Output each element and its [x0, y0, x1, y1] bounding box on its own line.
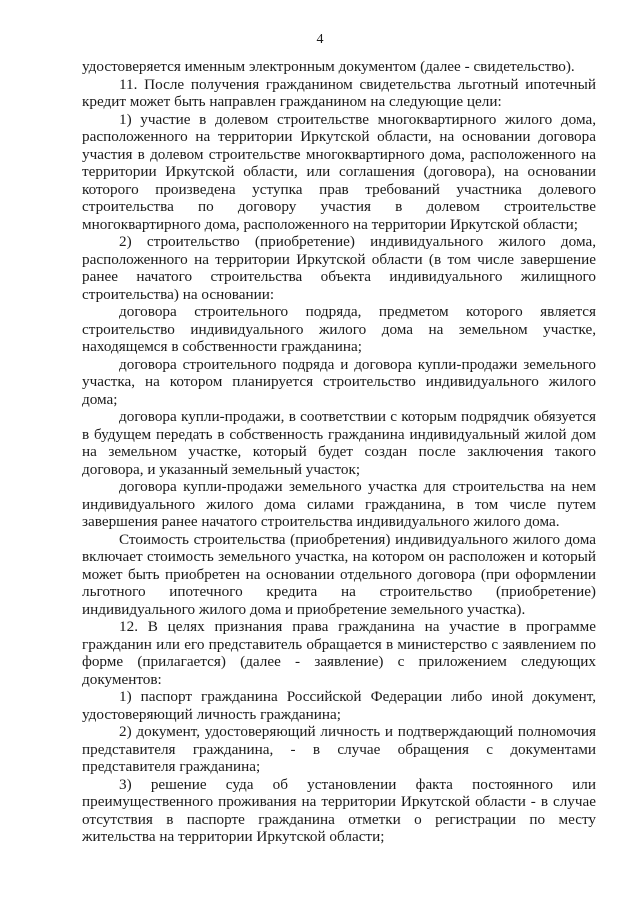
- paragraph-contract-1: договора строительного подряда, предметом которого является строительство индивидуального жилого дома на земельном участке, находящемся в собственности гражданина;: [82, 303, 596, 355]
- paragraph-doc-3: 3) решение суда об установлении факта постоянного или преимущественного проживания на территории Иркутской области - в случае отсутствия в паспорте гражданина отметки о регистрации по месту жительства на территории Иркутской области;: [82, 775, 596, 845]
- paragraph-item-11: 11. После получения гражданином свидетельства льготный ипотечный кредит может быть направлен гражданином на следующие цели:: [82, 75, 596, 110]
- paragraph-subitem-1: 1) участие в долевом строительстве многоквартирного жилого дома, расположенного на территории Иркутской области, на основании договора участия в долевом строительстве многоквартирного дома, расположенного на территории Иркутской области, или соглашения (договора), на основании которого произведена уступка прав требований участника долевого строительства по договору участия в долевом строительстве многоквартирного дома, расположенного на территории Иркутской области;: [82, 110, 596, 233]
- paragraph-doc-1: 1) паспорт гражданина Российской Федерации либо иной документ, удостоверяющий личность гражданина;: [82, 688, 596, 723]
- paragraph-item-12: 12. В целях признания права гражданина на участие в программе гражданин или его представитель обращается в министерство с заявлением по форме (прилагается) (далее - заявление) с приложением следующих документов:: [82, 618, 596, 688]
- paragraph-continuation: удостоверяется именным электронным документом (далее - свидетельство).: [82, 58, 575, 75]
- paragraph-cost: Стоимость строительства (приобретения) индивидуального жилого дома включает стоимость земельного участка, на котором он расположен и который может быть приобретен на основании отдельного договора (при оформлении льготного ипотечного кредита на строительство (приобретение) индивидуального жилого дома и приобретение земельного участка).: [82, 530, 596, 618]
- paragraph-contract-4: договора купли-продажи земельного участка для строительства на нем индивидуального жилого дома силами гражданина, в том числе путем завершения ранее начатого строительства индивидуального жилого дома.: [82, 478, 596, 530]
- document-body: [82, 58, 596, 846]
- paragraph-contract-2: договора строительного подряда и договора купли-продажи земельного участка, на котором планируется строительство индивидуального жилого дома;: [82, 355, 596, 408]
- paragraph-contract-3: договора купли-продажи, в соответствии с которым подрядчик обязуется в будущем передать в собственность гражданина индивидуальный жилой дом на земельном участке, который будет создан после заключения такого договора, и указанный земельный участок;: [82, 408, 596, 478]
- paragraph-doc-2: 2) документ, удостоверяющий личность и подтверждающий полномочия представителя гражданина, - в случае обращения с документами представителя гражданина;: [82, 723, 596, 775]
- page-number: 4: [316, 32, 324, 47]
- paragraph-subitem-2: 2) строительство (приобретение) индивидуального жилого дома, расположенного на территории Иркутской области (в том числе завершение ранее начатого строительства объекта индивидуального жилищного строительства) на основании:: [82, 233, 596, 303]
